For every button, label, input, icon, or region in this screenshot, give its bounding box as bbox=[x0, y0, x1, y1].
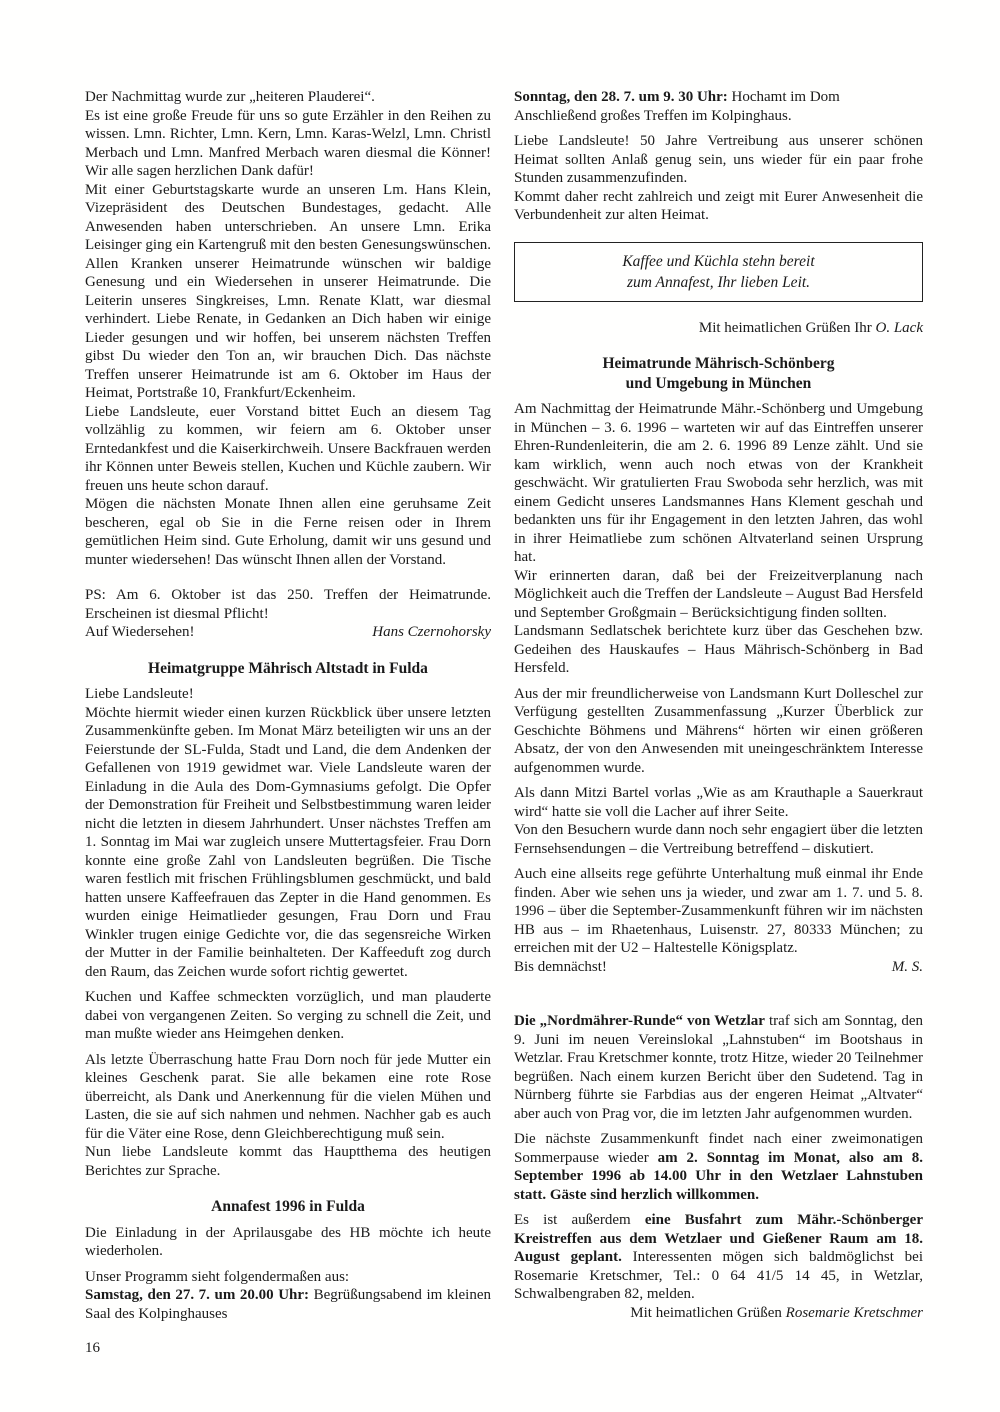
italic-text: M. S. bbox=[891, 958, 923, 975]
paragraph bbox=[514, 865, 923, 958]
paragraph bbox=[85, 403, 491, 496]
paragraph bbox=[85, 495, 491, 569]
paragraph bbox=[514, 400, 923, 567]
text-run: Liebe Landsleute, euer Vorstand bittet Euch an diesem Tag vollzählig zu kommen, wir feiern am 6. Oktober unser Erntedankfest und die Kaiserkirchweih. Unsere Backfrauen werden ihr Können unter Beweis stellen, Kuchen und Küchle zaubern. Wir freuen uns heute schon darauf. bbox=[85, 403, 491, 494]
page-number: 16 bbox=[85, 1340, 100, 1356]
section-heading bbox=[514, 354, 923, 393]
paragraph bbox=[514, 188, 923, 225]
bold-text: Die „Nordmährer-Runde“ von Wetzlar bbox=[514, 1013, 765, 1029]
paragraph bbox=[85, 181, 491, 403]
text-run: Nun liebe Landsleute kommt das Hauptthema des heutigen Berichtes zur Sprache. bbox=[85, 1144, 491, 1179]
text-run: Anschließend großes Treffen im Kolpinghaus. bbox=[514, 107, 792, 124]
paragraph bbox=[514, 685, 923, 778]
signature-row bbox=[514, 958, 923, 977]
text-run: Die Einladung in der Aprilausgabe des HB möchte ich heute wiederholen. bbox=[85, 1224, 491, 1259]
bold-text: Samstag, den 27. 7. um 20.00 Uhr: bbox=[85, 1287, 310, 1303]
bold-text: am 2. Sonntag im Monat, also am 8. September 1996 ab 14.00 Uhr in den Wetzlaer Lahnstuben statt. Gäste sind herzlich willkommen. bbox=[514, 1149, 923, 1203]
column-left bbox=[85, 88, 491, 1323]
heading-line: und Umgebung in München bbox=[625, 374, 812, 392]
paragraph bbox=[85, 685, 491, 704]
heading-line: Heimatgruppe Mährisch Altstadt in Fulda bbox=[148, 659, 428, 677]
paragraph bbox=[85, 1143, 491, 1180]
text-run: Von den Besuchern wurde dann noch sehr engagiert über die letzten Fernsehsendungen – die Vertreibung betreffend – diskutiert. bbox=[514, 822, 923, 857]
paragraph bbox=[85, 988, 491, 1044]
italic-text: Hans Czernohorsky bbox=[372, 624, 491, 640]
text-run: Unser Programm sieht folgendermaßen aus: bbox=[85, 1268, 350, 1285]
paragraph bbox=[514, 567, 923, 623]
text-run: Am Nachmittag der Heimatrunde Mähr.-Schönberg und Umgebung in München – 3. 6. 1996 – warteten wir auf das Eintreffen unserer Ehren-Rundenleiterin, die am 2. 6. 1996 89 Lenze zählt. Und sie kam wirklich, wenn auch noch etwas von der Krankheit geschwächt. Wir gratulierten Frau Swoboda sehr herzlich, was mit einem Gedicht unseres Landsmannes Hans Klement geschah und bedankten uns für ihr Engagement in den letzten Jahren, das wohl in ihrer Heimatliebe zum schönen Altvaterland seinen Ursprung hat. bbox=[514, 401, 923, 565]
paragraph bbox=[85, 586, 491, 623]
italic-text: Rosemarie Kretschmer bbox=[785, 1304, 923, 1321]
signature-line bbox=[514, 319, 923, 338]
signature-row-right bbox=[892, 958, 923, 977]
text-run: Interessenten mögen sich baldmöglichst bei Rosemarie Kretschmer, Tel.: 0 64 41/5 14 45, in Wetzlar, Schwalbengraben 82, melden. bbox=[514, 1249, 924, 1302]
text-run: Begrüßungsabend im kleinen Saal des Kolpinghauses bbox=[85, 1287, 491, 1322]
paragraph bbox=[85, 107, 491, 181]
text-run: Liebe Landsleute! bbox=[85, 686, 194, 702]
text-run: Als dann Mitzi Bartel vorlas „Wie as am Krauthaple a Sauerkraut wird“ hatte sie voll die Lacher auf ihrer Seite. bbox=[514, 785, 923, 820]
text-run: Möchte hiermit wieder einen kurzen Rückblick über unsere letzten Zusammenkünfte geben. Im Monat März beteiligten wir uns an der Feierstunde der SL-Fulda, Stadt und Land, die dem Andenken der Gefallenen von 1919 gewidmet war. Viele Landsleute waren der Einladung in die Aula des Dom-Gymnasiums gefolgt. Die Opfer der Demonstration für Freiheit und Selbstbestimmung waren leider nicht die letzten in diesem Jahrhundert. Unser nächstes Treffen am 1. Sonntag im Mai war zugleich unsere Muttertagsfeier. Frau Dorn konnte eine große Zahl von Landsleuten begrüßen. Die Tische waren festlich mit frischen Frühlingsblumen geschmückt, und bald hatten unsere Kaffeefrauen das Zepter in die Hand genommen. Es wurden einige Heimatlieder gesungen, Frau Dorn und Frau Winkler trugen einige Gedichte vor, die das segensreiche Wirken der Mutter in der Familie beinhalteten. Der Kaffeeduft zog durch den Raum, das Zeichen wurde sofort richtig gewertet. bbox=[85, 704, 491, 980]
text-run: Wir erinnerten daran, daß bei der Freizeitverplanung nach Möglichkeit auch die Treffen der Landsleute – August Bad Hersfeld und September Großgmain – Berücksichtigung finden sollten. bbox=[514, 567, 923, 621]
text-run: Liebe Landsleute! 50 Jahre Vertreibung aus unserer schönen Heimat sollten Anlaß genug sein, uns wieder für ein paar frohe Stunden zusammenzufinden. bbox=[514, 133, 923, 186]
paragraph bbox=[85, 704, 491, 982]
text-run: Es ist außerdem bbox=[514, 1212, 645, 1228]
text-run: Kommt daher recht zahlreich und zeigt mit Eurer Anwesenheit die Verbundenheit zur alten Heimat. bbox=[514, 188, 923, 223]
paragraph bbox=[514, 784, 923, 821]
text-run: Mit heimatlichen Grüßen Ihr bbox=[698, 319, 876, 336]
heading-line: Heimatrunde Mährisch-Schönberg bbox=[602, 355, 835, 372]
signature-row-left bbox=[85, 623, 195, 642]
section-heading bbox=[85, 1197, 491, 1217]
text-run: Mögen die nächsten Monate Ihnen allen eine geruhsame Zeit bescheren, egal ob Sie in die Ferne reisen oder in Ihrem gemütlichen Heim sind. Gute Erholung, damit wir uns gesund und munter wiedersehen! Das wünscht Ihnen allen der Vorstand. bbox=[85, 496, 491, 568]
text-run: Der Nachmittag wurde zur „heiteren Plauderei“. bbox=[85, 89, 375, 105]
signature-row bbox=[85, 623, 491, 642]
paragraph bbox=[85, 1051, 491, 1144]
text-run: Mit einer Geburtstagskarte wurde an unseren Lm. Hans Klein, Vizepräsident des Deutschen Bundestages, gedacht. Alle Anwesenden haben unterschrieben. An unsere Lmn. Erika Leisinger ging ein Kartengruß mit den besten Genesungswünschen. Allen Kranken unserer Heimatrunde wünschen wir baldige Genesung und ein Wiedersehen in unserer Heimatrunde. Die Leiterin unseres Singkreises, Lmn. Renate Klatt, war diesmal verhindert. Liebe Renate, in Gedanken an Dich haben wir einige Lieder gesungen und wir hoffen, bei unserem nächsten Treffen gibst Du wieder den Ton an, wir brauchen Dich. Das nächste Treffen unserer Heimatrunde ist am 6. Oktober im Haus der Heimat, Portstraße 10, Frankfurt/Eckenheim. bbox=[85, 181, 491, 401]
signature-row-right bbox=[372, 623, 491, 642]
italic-text: O. Lack bbox=[875, 319, 923, 336]
signature-row-left bbox=[514, 958, 607, 977]
section-heading bbox=[85, 659, 491, 679]
paragraph bbox=[514, 1012, 923, 1123]
text-run: Als letzte Überraschung hatte Frau Dorn noch für jede Mutter ein kleines Geschenk parat. Sie alle bekamen eine rote Rose überreicht, als Dank und Anerkennung für die vielen Mühen und Lasten, die sie auf sich nahmen und nehmen. Nachher gab es auch für die Väter eine Rose, denn Gleichberechtigung muß sein. bbox=[85, 1051, 491, 1142]
paragraph bbox=[85, 88, 491, 107]
text-run: Kuchen und Kaffee schmeckten vorzüglich, und man plauderte dabei von vergangenen Zeiten. So verging zu schnell die Zeit, und man mußte wieder ans Heimgehen denken. bbox=[85, 989, 491, 1042]
paragraph bbox=[85, 1286, 491, 1323]
signature-line bbox=[514, 1304, 923, 1323]
paragraph bbox=[514, 821, 923, 858]
quote-line: Kaffee und Küchla stehn bereit bbox=[622, 252, 815, 270]
paragraph bbox=[514, 107, 923, 126]
paragraph bbox=[514, 132, 923, 188]
text-run: Auch eine allseits rege geführte Unterhaltung muß einmal ihr Ende finden. Aber wie sehen uns ja wieder, und zwar am 1. 7. und 5. 8. 1996 – über die September-Zusammenkunft führen wir im nächsten HB aus – im Rhaetenhaus, Luisenstr. 27, 80333 München; zu erreichen mit der U2 – Haltestelle Königsplatz. bbox=[514, 866, 923, 956]
paragraph bbox=[85, 1268, 491, 1287]
bold-text: eine Busfahrt zum Mähr.-Schönberger Kreistreffen aus dem Wetzlaer und Gießener Raum am 18. August geplant. bbox=[514, 1212, 923, 1265]
text-run: Bis demnächst! bbox=[514, 958, 607, 975]
paragraph bbox=[514, 1211, 923, 1304]
text-run: Hochamt im Dom bbox=[727, 89, 840, 105]
quote-box bbox=[514, 242, 923, 302]
text-run: Mit heimatlichen Grüßen bbox=[630, 1304, 786, 1321]
paragraph bbox=[514, 622, 923, 678]
bold-text: Sonntag, den 28. 7. um 9. 30 Uhr: bbox=[514, 89, 728, 105]
paragraph bbox=[85, 1224, 491, 1261]
text-run: Die nächste Zusammenkunft findet nach einer zweimonatigen Sommerpause wieder bbox=[514, 1131, 923, 1166]
text-run: PS: Am 6. Oktober ist das 250. Treffen der Heimatrunde. Erscheinen ist diesmal Pflicht! bbox=[85, 587, 491, 622]
paragraph bbox=[514, 88, 923, 107]
paragraph bbox=[514, 1130, 923, 1204]
quote-line: zum Annafest, Ihr lieben Leit. bbox=[626, 273, 811, 291]
text-run: traf sich am Sonntag, den 9. Juni im neuen Vereinslokal „Lahnstuben“ im Bootshaus in Wetzlar. Frau Kretschmer konnte, trotz Hitze, wieder 20 Teilnehmer begrüßen. Nach einem kurzen Bericht über den Sudetend. Tag in Nürnberg führte sie Farbdias aus der engeren Heimat „Altvater“ aber auch von Prag vor, die im letzten Jahr aufgenommen wurden. bbox=[514, 1013, 923, 1122]
text-run: Aus der mir freundlicherweise von Landsmann Kurt Dolleschel zur Verfügung gestellten Zusammenfassung „Kurzer Überblick zur Geschichte Böhmens und Mährens“ hörten wir einen größeren Absatz, der von den Anwesenden mit uneingeschränktem Interesse aufgenommen wurde. bbox=[514, 685, 923, 776]
heading-line: Annafest 1996 in Fulda bbox=[211, 1198, 365, 1215]
text-run: Landsmann Sedlatschek berichtete kurz über das Geschehen bzw. Gedeihen des Hauskaufes – Haus Mährisch-Schönberg in Bad Hersfeld. bbox=[514, 623, 923, 676]
text-run: Auf Wiedersehen! bbox=[85, 624, 195, 640]
column-right bbox=[514, 88, 923, 1322]
text-run: Es ist eine große Freude für uns so gute Erzähler in den Reihen zu wissen. Lmn. Richter, Lmn. Kern, Lmn. Karas-Welzl, Lmn. Christl Merbach und Lmn. Manfred Merbach waren diesmal die Könner! Wir alle sagen herzlichen Dank dafür! bbox=[85, 107, 491, 179]
